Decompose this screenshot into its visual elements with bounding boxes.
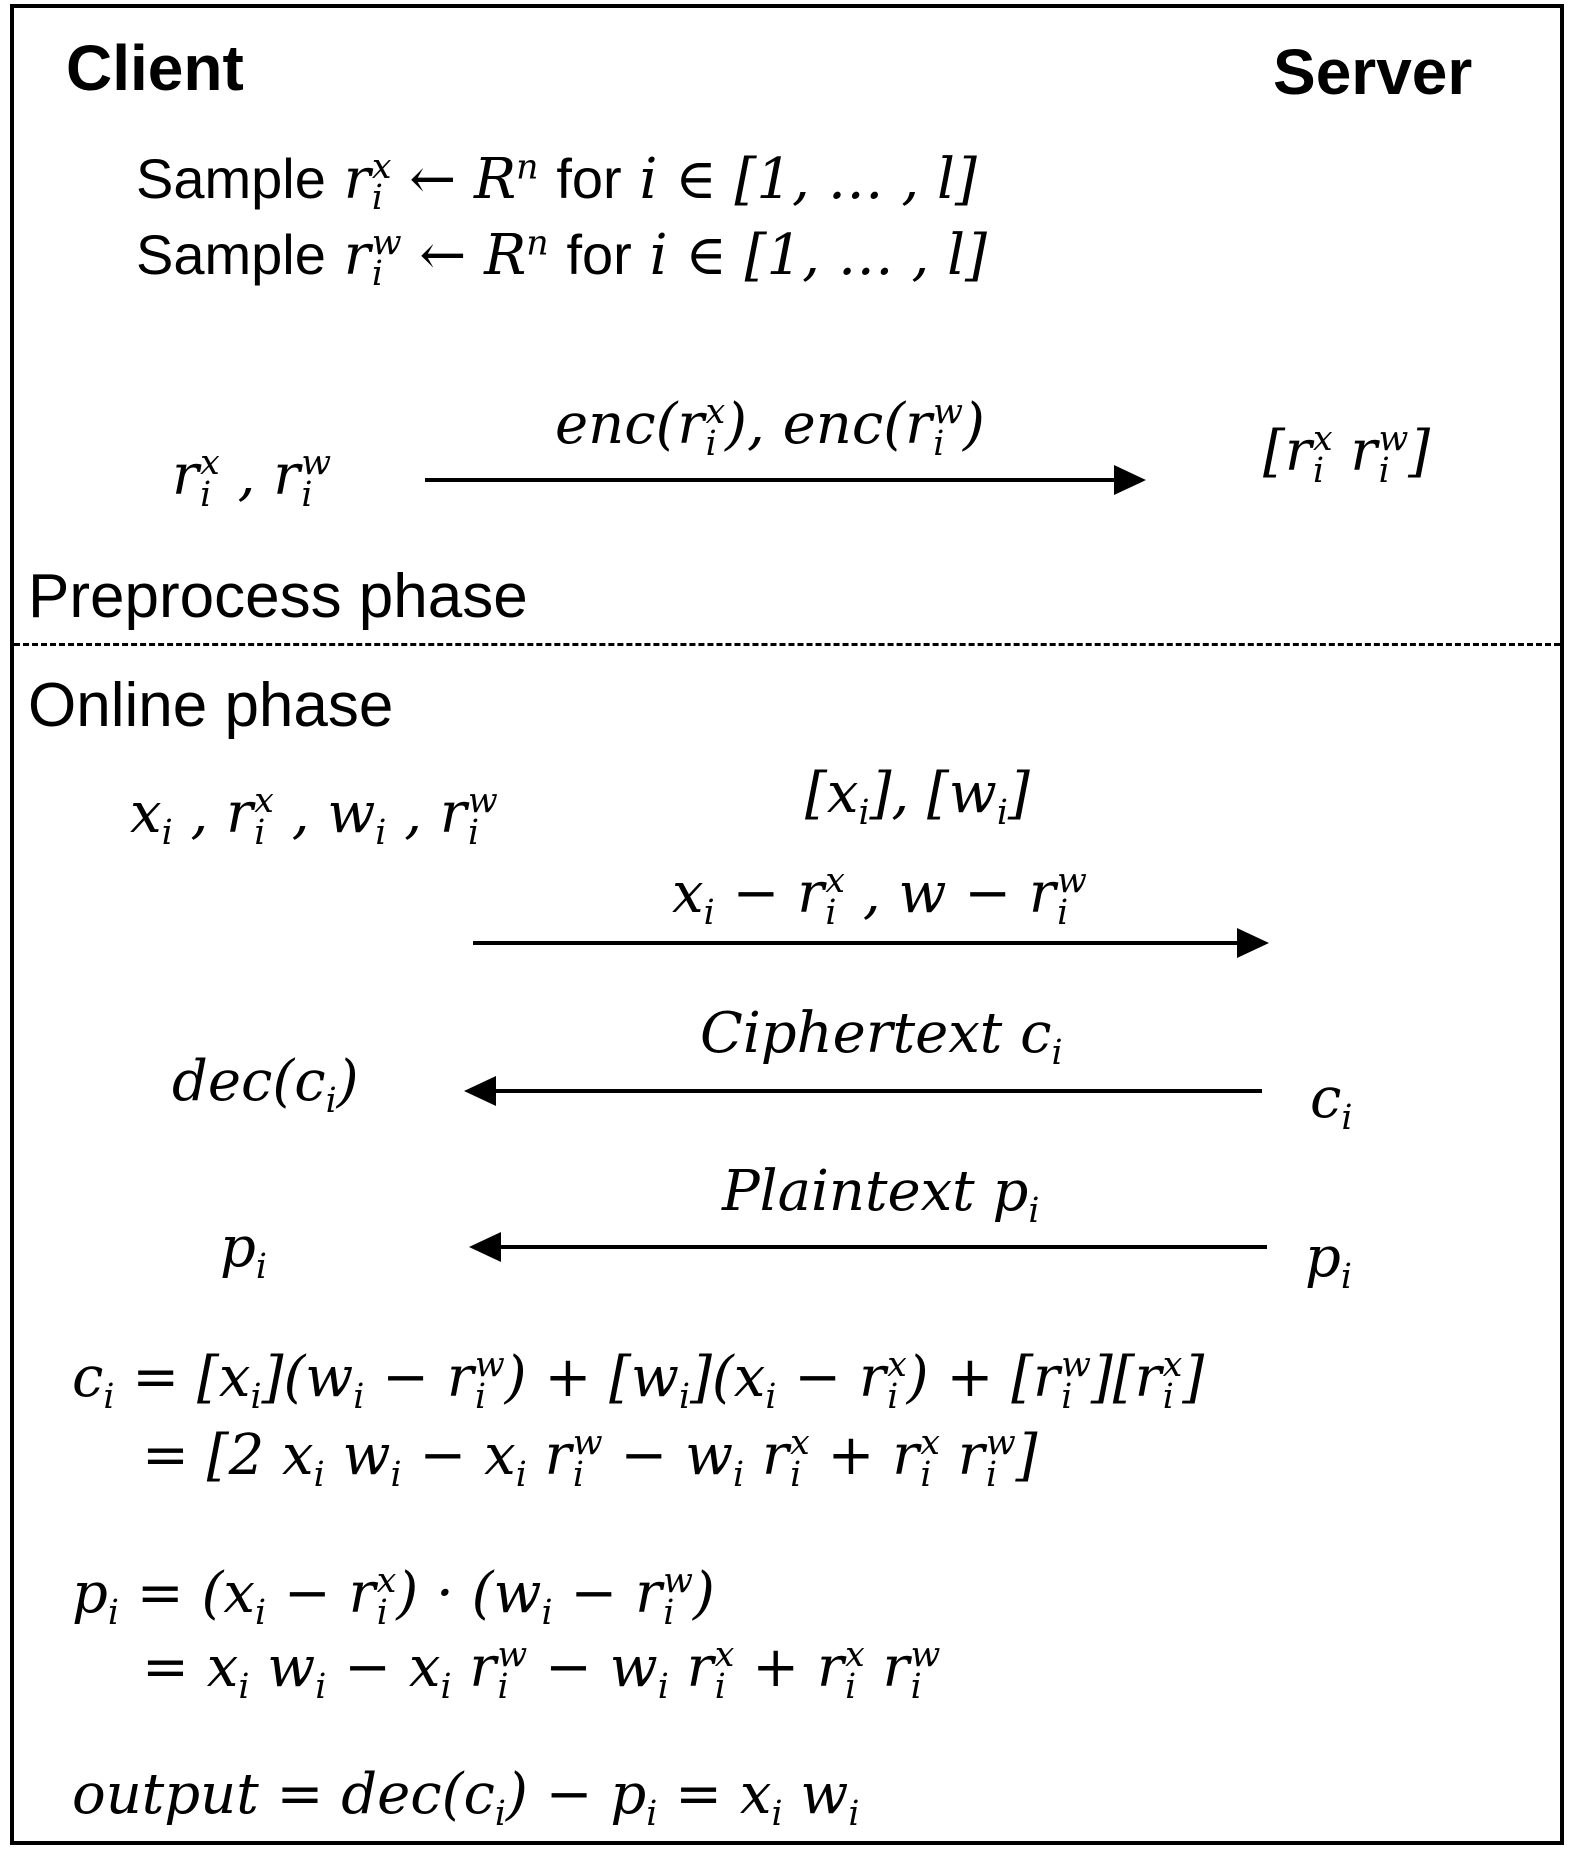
- plaintext-message: Plaintext $p_i$: [722, 1159, 1040, 1232]
- encrypted-randoms-message: enc(r x i ), enc(r w i ): [555, 392, 985, 464]
- ciphertext-equation-line-2: = [2 $x_i$ $w_i - x_i$ r w i − $w_i$ r x i + r x i r w i ]: [142, 1423, 1038, 1496]
- phase-divider: [14, 643, 1560, 646]
- preprocess-phase-label: Preprocess phase: [28, 562, 528, 631]
- online-arrow-to-server: [473, 941, 1263, 945]
- client-decrypt-value: $dec(c_i)$: [172, 1049, 359, 1122]
- output-equation: output = $dec(c_i) - p_i = x_i$ $w_i$: [72, 1762, 860, 1835]
- online-phase-label: Online phase: [28, 671, 394, 740]
- plaintext-equation-line-1: $p_i = (x_i - r$ x i ) · ($w_i - r$ w i ): [72, 1561, 715, 1634]
- online-client-values: $x_i$ , r x i , $w_i$ , r w i: [130, 781, 498, 854]
- plaintext-equation-line-2: = $x_i$ $w_i - x_i$ r w i − $w_i$ r x i + r x i r w i: [142, 1635, 941, 1708]
- ciphertext-message: Ciphertext $c_i$: [700, 1001, 1063, 1074]
- sample-rx-statement: Sample r x i ← $R^n$ for i ∈ [1, … , l]: [136, 146, 977, 219]
- shares-message: $[x_i]$, $[w_i]$: [805, 761, 1030, 834]
- server-ciphertext-value: $c_i$: [1310, 1066, 1353, 1139]
- server-random-product: [r x i r w i ]: [1263, 419, 1431, 491]
- client-random-values: r x i , r w i: [172, 443, 332, 515]
- preprocess-arrow-to-server: [425, 478, 1140, 482]
- masked-values-message: $x_i - r$ x i , w − r w i: [672, 861, 1087, 934]
- ciphertext-arrow-to-client: [470, 1089, 1262, 1093]
- ciphertext-equation-line-1: $c_i = [x_i](w_i - r$ w i ) + $[w_i](x_i - r$ x i ) + [r w i ][r x i ]: [72, 1345, 1205, 1418]
- client-plaintext-value: $p_i$: [220, 1215, 267, 1288]
- client-heading: Client: [66, 32, 244, 104]
- server-plaintext-value: $p_i$: [1305, 1225, 1352, 1298]
- plaintext-arrow-to-client: [475, 1245, 1267, 1249]
- server-heading: Server: [1273, 36, 1473, 108]
- sample-rw-statement: Sample r w i ← $R^n$ for i ∈ [1, … , l]: [136, 222, 987, 295]
